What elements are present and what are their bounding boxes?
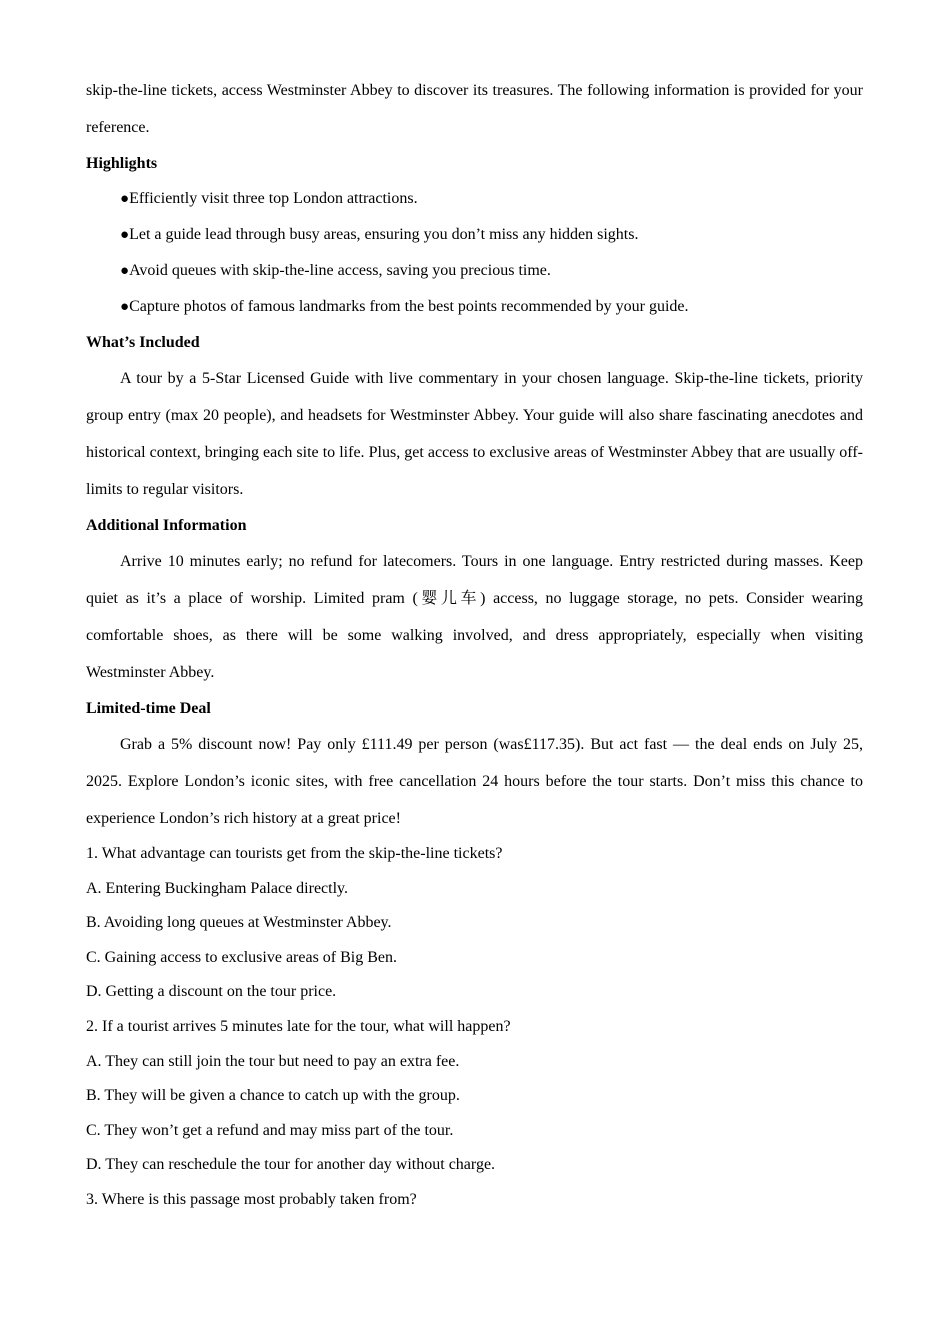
- option-c: C. They won’t get a refund and may miss part of the tour.: [86, 1121, 454, 1139]
- included-heading: What’s Included: [86, 334, 200, 351]
- highlight-item: ●Let a guide lead through busy areas, ensuring you don’t miss any hidden sights.: [120, 226, 639, 243]
- included-paragraph: A tour by a 5-Star Licensed Guide with live commentary in your chosen language. Skip-the-line tickets, priority group entry (max 20 people), and headsets for Westminster Abbey. Your guide will also share fascinating anecdotes and historical context, bringing each site to life. Plus, get access to exclusive areas of Westminster Abbey that are usually off-limits to regular visitors.: [86, 370, 863, 498]
- bullet-icon: ●: [120, 191, 130, 207]
- question-text: 3. Where is this passage most probably taken from?: [86, 1190, 417, 1208]
- bullet-icon: ●: [120, 227, 130, 243]
- highlight-item: ●Avoid queues with skip-the-line access, saving you precious time.: [120, 262, 551, 279]
- bullet-icon: ●: [120, 299, 130, 315]
- additional-paragraph: Arrive 10 minutes early; no refund for latecomers. Tours in one language. Entry restricted during masses. Keep quiet as it’s a place of worship. Limited pram (婴儿车) access, no luggage storage, no pets. Consider wearing comfortable shoes, as there will be some walking involved, and dress appropriately, especially when visiting Westminster Abbey.: [86, 553, 863, 681]
- highlight-item: ●Efficiently visit three top London attractions.: [120, 190, 418, 207]
- additional-heading: Additional Information: [86, 517, 247, 534]
- question-text: 1. What advantage can tourists get from the skip-the-line tickets?: [86, 845, 503, 862]
- deal-heading: Limited-time Deal: [86, 700, 211, 717]
- highlights-heading: Highlights: [86, 155, 158, 172]
- option-c: C. Gaining access to exclusive areas of Big Ben.: [86, 948, 398, 966]
- highlight-item: ●Capture photos of famous landmarks from the best points recommended by your guide.: [120, 298, 689, 315]
- document-page: [86, 72, 863, 1218]
- option-b: B. They will be given a chance to catch up with the group.: [86, 1087, 460, 1105]
- option-d: D. Getting a discount on the tour price.: [86, 983, 337, 1001]
- option-a: A. They can still join the tour but need to pay an extra fee.: [86, 1052, 460, 1070]
- bullet-icon: ●: [120, 263, 130, 279]
- option-a: A. Entering Buckingham Palace directly.: [86, 879, 348, 897]
- question-3: [86, 1183, 863, 1218]
- option-b: B. Avoiding long queues at Westminster Abbey.: [86, 914, 392, 932]
- option-d: D. They can reschedule the tour for another day without charge.: [86, 1156, 496, 1174]
- intro-paragraph: skip-the-line tickets, access Westminster Abbey to discover its treasures. The following information is provided for your reference.: [86, 82, 863, 136]
- question-text: 2. If a tourist arrives 5 minutes late for the tour, what will happen?: [86, 1017, 511, 1035]
- question-2: [86, 1010, 863, 1183]
- deal-paragraph: Grab a 5% discount now! Pay only £111.49 per person (was£117.35). But act fast — the deal ends on July 25, 2025. Explore London’s iconic sites, with free cancellation 24 hours before the tour starts. Don’t miss this chance to experience London’s rich history at a great price!: [86, 736, 863, 827]
- question-1: [86, 837, 863, 1010]
